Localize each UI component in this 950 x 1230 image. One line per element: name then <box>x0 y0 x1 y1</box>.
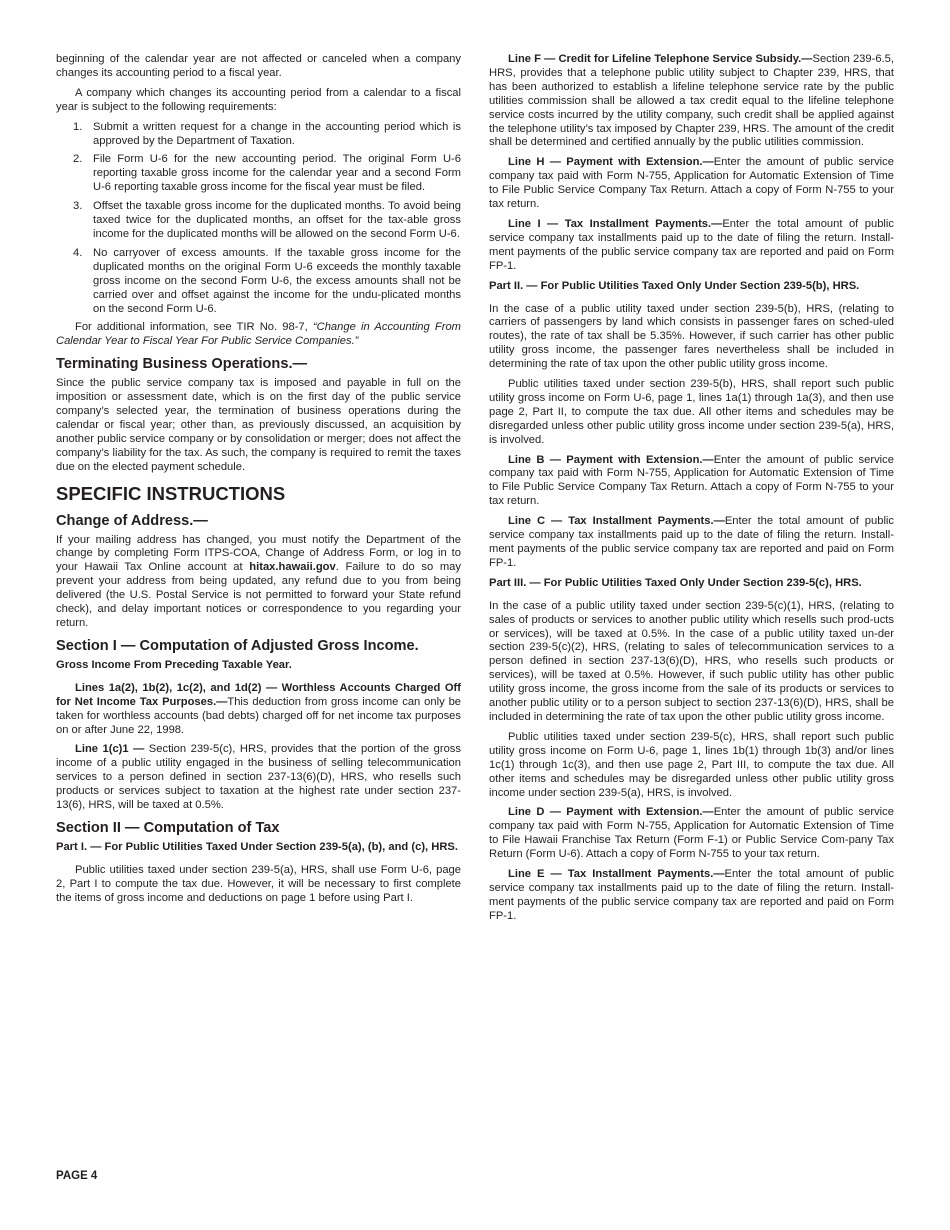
line-1c1-paragraph <box>56 743 461 813</box>
line-c-text: Enter the total amount of public service company tax installments paid up to the date of filing the return. Install-ment payments of the public service company tax are reported and paid on Form FP-1. <box>489 515 895 569</box>
change-of-address-heading: Change of Address.— <box>56 512 208 529</box>
list-number: 3. <box>73 200 83 213</box>
list-text: No carryover of excess amounts. If the taxable gross income for the duplicated months on the original Form U-6 exceeds the monthly taxable gross income on the second Form U-6, the excess amounts shall not be carried over and offset against the income for the undu-plicated months on the second Form U-6. <box>93 246 461 315</box>
line-1c1-text: Section 239-5(c), HRS, provides that the portion of the gross income of a public utility engaged in the business of selling telecommunication services to a person defined in section 237-13(6)(D), HRS, who resells such products or services subject to taxation at the highest rate under section 237-13(6), HRS, will be taxed at 0.5%. <box>56 743 461 812</box>
line-b-text: Enter the amount of public service company tax paid with Form N-755, Application for Automatic Extension of Time to File Public Service Company Tax Return. Attach a copy of Form N-755 to your tax return. <box>489 453 894 508</box>
right-column <box>489 53 894 930</box>
list-number: 4. <box>73 246 83 259</box>
line-d-paragraph <box>489 806 894 862</box>
paragraph: A company which changes its accounting period from a calendar to a fiscal year is subject to the following requirements: <box>56 86 461 113</box>
line-h-paragraph <box>489 156 894 212</box>
paragraph: In the case of a public utility taxed under section 239-5(c)(1), HRS, (relating to sales of products or services to another public utility which resells such prod-ucts or services), will be taxed at 0.5%. In the case of a public utility taxed un-der section 239-5(c)(2), HRS, (relating to sales of telecommunication services to a person defined in section 237-13(6)(D), HRS, who resells such products or services), will be taxed at 0.5%. However, if such public utility has other public utility gross income, the gross income from the sale of its products or services to another public utility or to a person subject to section 237-13(6)(D), HRS, shall be included in determining the rate of tax upon the other public utility gross income. <box>489 599 894 723</box>
list-item <box>56 200 461 242</box>
list-text: Offset the taxable gross income for the duplicated months. To avoid being taxed twice for the duplicated months, an offset for the tax-able gross income for the duplicated months will be allowed on the second Form U-6. <box>93 200 461 240</box>
line-e-paragraph <box>489 868 894 924</box>
line-b-lead: Line B — Payment with Extension.— <box>508 453 714 466</box>
address-text: If your mailing address has changed, you must notify the Department of the change by completing Form ITPS-COA, Change of Address Form, or log in to your Hawaii Tax Online account at <box>56 533 461 574</box>
line-i-text: Enter the total amount of public service company tax installments paid up to the date of filing the return. Install-ment payments of the public service company tax are reported and paid on Form FP-1. <box>489 217 894 272</box>
terminating-heading: Terminating Business Operations.— <box>56 356 308 373</box>
line-d-text: Enter the amount of public service company tax paid with Form N-755, Application for Automatic Extension of Time to File Hawaii Franchise Tax Return (Form F-1) or Public Service Com-pany Tax Return (Form U-6). Attach a copy of Form N-755 to your tax return. <box>489 806 894 861</box>
list-number: 1. <box>73 120 83 133</box>
section-2-heading: Section II — Computation of Tax <box>56 819 280 836</box>
line-f-paragraph <box>489 53 894 150</box>
part-3-heading: Part III. — For Public Utilities Taxed Only Under Section 239-5(c), HRS. <box>489 576 862 589</box>
gross-income-subheading: Gross Income From Preceding Taxable Year. <box>56 658 292 671</box>
specific-instructions-heading: SPECIFIC INSTRUCTIONS <box>56 482 286 504</box>
line-f-lead: Line F — Credit for Lifeline Telephone Service Subsidy.— <box>508 53 813 65</box>
paragraph: beginning of the calendar year are not affected or canceled when a company changes its accounting period to a fiscal year. <box>56 53 461 79</box>
tir-title: “Change in Accounting From Calendar Year to Fiscal Year For Public Service Companies.” <box>56 321 461 348</box>
tir-prefix: For additional information, see TIR No. 98-7, <box>75 321 313 334</box>
requirements-list <box>56 121 461 317</box>
hitax-link[interactable]: hitax.hawaii.gov <box>249 561 336 574</box>
line-e-text: Enter the total amount of public service company tax installments paid up to the date of filing the return. Install-ment payments of the public service company tax are reported and paid on Form FP-1. <box>489 868 894 922</box>
line-h-text: Enter the amount of public service company tax paid with Form N-755, Application for Automatic Extension of Time to File Public Service Company Tax Return. Attach a copy of Form N-755 to your tax return. <box>489 156 894 211</box>
section-1-heading: Section I — Computation of Adjusted Gross Income. <box>56 637 419 654</box>
lines-1a-paragraph <box>56 682 461 738</box>
line-i-paragraph <box>489 218 894 274</box>
line-c-lead: Line C — Tax Installment Payments.— <box>508 515 725 528</box>
list-text: File Form U-6 for the new accounting period. The original Form U-6 reporting taxable gross income for the calendar year and a second Form U-6 reporting taxable gross income for the fiscal year must be filed. <box>93 153 461 194</box>
line-h-lead: Line H — Payment with Extension.— <box>508 156 714 169</box>
page-number: PAGE 4 <box>56 1170 98 1182</box>
paragraph: Public utilities taxed under section 239-5(a), HRS, shall use Form U-6, page 2, Part I to compute the tax due. However, it will be necessary to first complete the items of gross income and deductions on page 1 before using Part I. <box>56 863 461 904</box>
address-text: . Failure to do so may prevent your address from being updated, any refund due to you from being delivered (the U.S. Postal Service is not permitted to forward your State refund check), and delay important notices or correspondence to you regarding your return. <box>56 561 461 629</box>
list-number: 2. <box>73 153 83 166</box>
list-item <box>56 247 461 317</box>
lines-1a-lead: Lines 1a(2), 1b(2), 1c(2), and 1d(2) — Worthless Accounts Charged Off for Net Income Tax Purposes.— <box>56 681 461 708</box>
line-1c1-lead: Line 1(c)1 — <box>75 743 145 756</box>
part-1-heading: Part I. — For Public Utilities Taxed Under Section 239-5(a), (b), and (c), HRS. <box>56 840 458 853</box>
left-column <box>56 53 461 912</box>
line-e-lead: Line E — Tax Installment Payments.— <box>508 868 725 881</box>
line-f-text: Section 239-6.5, HRS, provides that a telephone public utility subject to Chapter 239, HRS, that has been authorized to establish a lifeline telephone service rate by the public utilities commission shall be allowed a tax credit equal to the lifeline telephone service costs incurred by the utility company, such credit shall be applied against the telephone utility’s tax imposed by Chapter 239, HRS. The amount of the credit shall be determined and certified annually by the public utilities commission. <box>489 53 894 149</box>
line-b-paragraph <box>489 454 894 510</box>
list-item <box>56 153 461 195</box>
paragraph: Since the public service company tax is imposed and payable in full on the imposition or assessment date, which is on the first day of the public service company’s selected year, the termination of business operations during the calendar or fiscal year; other than, as previously discussed, an acquisition by another public service company or by consolidation or merger; does not affect the company’s liability for the tax. As such, the company is required to remit the taxes due on the elected payment schedule. <box>56 377 461 473</box>
list-item <box>56 121 461 149</box>
line-c-paragraph <box>489 515 894 571</box>
paragraph: In the case of a public utility taxed under section 239-5(b), HRS, (relating to carriers of passengers by land which consists in passenger fares on sched-uled routes), the rate of tax shall be 5.35%. However, if such carrier has other public utility gross income, the passenger fares nevertheless shall be included in determining the rate of tax upon the other public utility gross income. <box>489 302 894 371</box>
part-2-heading: Part II. — For Public Utilities Taxed Only Under Section 239-5(b), HRS. <box>489 279 860 292</box>
line-i-lead: Line I — Tax Installment Payments.— <box>508 217 723 230</box>
paragraph: Public utilities taxed under section 239-5(b), HRS, shall report such public utility gross income on Form U-6, page 1, lines 1a(1) through 1a(3), and then use page 2, Part II, to compute the tax due. All other items and schedules may be disregarded unless other public utility gross income under section 239-5(a), HRS, is involved. <box>489 378 894 446</box>
lines-1a-text: This deduction from gross income can only be taken for worthless accounts (bad debts) charged off for net income tax purposes on or after June 22, 1998. <box>56 695 462 736</box>
line-d-lead: Line D — Payment with Extension.— <box>508 806 714 819</box>
address-paragraph <box>56 534 461 631</box>
list-text: Submit a written request for a change in the accounting period which is approved by the Department of Taxation. <box>93 120 461 147</box>
paragraph: Public utilities taxed under section 239-5(c), HRS, shall report such public utility gross income on Form U-6, page 1, lines 1b(1) through 1b(3) and/or lines 1c(1) through 1c(3), and then use page 2, Part III, to compute the tax due. All other items and schedules may be disregarded unless other public utility gross income under section 239-5(a), HRS, is involved. <box>489 730 894 799</box>
tir-reference <box>56 321 461 349</box>
